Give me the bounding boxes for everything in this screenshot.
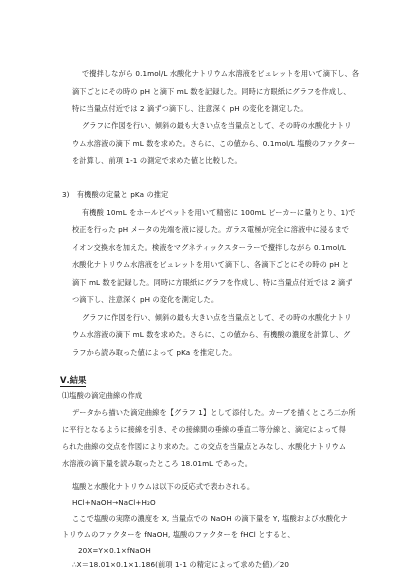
body-text-line: を計算し、前項 1-1 の測定で求めた値と比較した。 (72, 156, 242, 165)
body-text-line: で攪拌しながら 0.1mol/L 水酸化ナトリウム水溶液をビュレットを用いて滴下し、各 (82, 69, 360, 78)
body-text-line: つ滴下し、注意深く pH の変化を測定した。 (72, 295, 219, 304)
subsection-heading: ⑴塩酸の滴定曲線の作成 (62, 391, 143, 400)
body-text-line: トリウムのファクターを fNaOH, 塩酸のファクターを fHCl とすると、 (62, 530, 295, 539)
section-heading: 3) 有機酸の定量と pKa の推定 (62, 190, 169, 199)
body-text-line: に平行となるように接線を引き、その接線間の垂線の垂直二等分線と、滴定によって得 (62, 425, 346, 434)
body-text-line: 塩酸と水酸化ナトリウムは以下の反応式で表わされる。 (72, 482, 255, 491)
body-text-line: ラフから読み取った値によって pKa を推定した。 (72, 348, 237, 357)
body-text-line: 特に当量点付近では 2 滴ずつ滴下し、注意深く pH の変化を測定した。 (72, 104, 308, 113)
body-text-line: 滴下 mL 数を記録した。同時に方眼紙にグラフを作成し、特に当量点付近では 2 滴ず (72, 278, 353, 287)
body-text-line: 水溶液の滴下量を読み取ったところ 18.01mL であった。 (62, 459, 253, 468)
body-text-line: 滴下ごとにその時の pH と滴下 mL 数を記録した。同時に方眼紙にグラフを作成し、 (72, 87, 351, 96)
body-text-line: 水酸化ナトリウム水溶液をビュレットを用いて滴下し、各滴下ごとにその時の pH と (72, 260, 350, 269)
body-text-line: イオン交換水を加えた。検液をマグネティックスターラーで攪拌しながら 0.1mol/L (72, 243, 346, 252)
results-heading: Ⅴ.結果 (60, 375, 87, 385)
body-text-line: られた曲線の交点を作図により求めた。この交点を当量点とみなし、水酸化ナトリウム (62, 442, 347, 451)
body-text-line: ウム水溶液の滴下 mL 数を求めた。さらに、この値から、0.1mol/L 塩酸のファクター (72, 139, 356, 148)
body-text-line: 有機酸 10mL をホールピペットを用いて精密に 100mL ビーカーに量りとり、1)で (82, 208, 356, 217)
body-text-line: ウム水溶液の滴下 mL 数を求めた。さらに、この値から、有機酸の濃度を計算し、グ (72, 330, 351, 339)
reaction-equation: HCl+NaOH→NaCl+H₂O (72, 498, 156, 507)
body-text-line: データから描いた滴定曲線を【グラフ 1】として添付した。カーブを描くところ二か所 (72, 408, 356, 417)
equation-line: ∴X＝18.01×0.1×1.186(前項 1-1 の精定によって求めた値)／20 (72, 560, 290, 569)
body-text-line: グラフに作図を行い、傾斜の最も大きい点を当量点として、その時の水酸化ナトリ (82, 313, 352, 322)
body-text-line: グラフに作図を行い、傾斜の最も大きい点を当量点として、その時の水酸化ナトリ (82, 121, 352, 130)
body-text-line: ここで塩酸の実際の濃度を X, 当量点での NaOH の滴下量を Y, 塩酸および水酸化ナ (72, 514, 348, 523)
heading-underline (60, 386, 86, 387)
body-text-line: 校正を行った pH メータの先端を液に浸した。ガラス電極が完全に溶液中に浸るまで (72, 225, 350, 234)
equation-line: 20X=Y×0.1×fNaOH (78, 546, 151, 555)
